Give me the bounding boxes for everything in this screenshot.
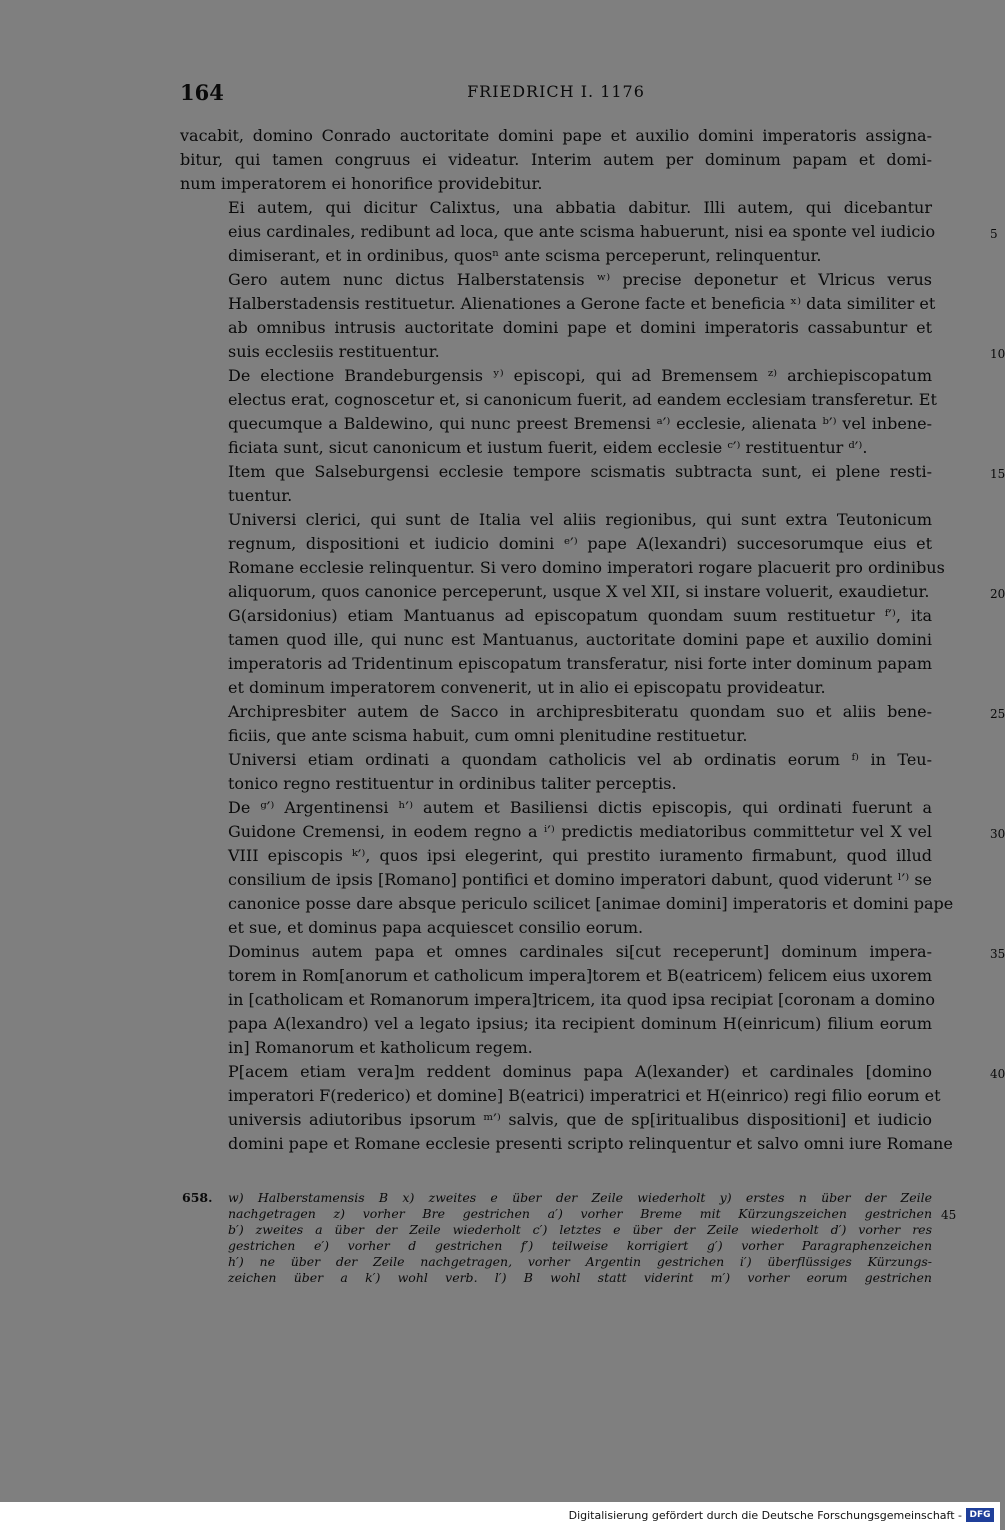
line-number: 5 xyxy=(990,227,998,241)
footnote-text: w) Halberstamensis B x) zweites e über der Zeile wiederholt y) erstes n über der Zeile xyxy=(228,1190,932,1205)
line-text: quecumque a Baldewino, qui nunc preest Bremensi ᵃ′⁾ ecclesie, alienata ᵇ′⁾ vel inbene- xyxy=(228,414,932,433)
footnote-line xyxy=(228,1222,932,1238)
line-text: imperatori F(rederico) et domine] B(eatrici) imperatrici et H(einrico) regi filio eorum et xyxy=(228,1086,941,1105)
text-line xyxy=(180,196,932,220)
text-line xyxy=(180,124,932,148)
footnote-line xyxy=(228,1270,932,1286)
line-text: G(arsidonius) etiam Mantuanus ad episcopatum quondam suum restituetur ᶠ′⁾, ita xyxy=(228,606,932,625)
footnote-text: zeichen über a k′) wohl verb. l′) B wohl statt viderint m′) vorher eorum gestrichen xyxy=(228,1270,932,1285)
footnote-text: nachgetragen z) vorher Bre gestrichen a′) vorher Breme mit Kürzungszeichen gestrichen xyxy=(228,1206,932,1221)
line-text: ficiata sunt, sicut canonicum et iustum fuerit, eidem ecclesie ᶜ′⁾ restituentur ᵈ′⁾. xyxy=(228,438,868,457)
line-text: tamen quod ille, qui nunc est Mantuanus, auctoritate domini pape et auxilio domini xyxy=(228,630,932,649)
text-line xyxy=(180,1060,1005,1084)
line-text: tonico regno restituentur in ordinibus taliter perceptis. xyxy=(228,774,677,793)
footnotes xyxy=(182,1190,957,1286)
paragraph xyxy=(180,748,932,796)
text-line xyxy=(180,868,932,892)
line-text: Archipresbiter autem de Sacco in archipresbiteratu quondam suo et aliis bene- xyxy=(228,702,932,721)
text-line xyxy=(180,340,1005,364)
line-text: consilium de ipsis [Romano] pontifici et domino imperatori dabunt, quod viderunt ˡ′⁾ se xyxy=(228,870,932,889)
text-line xyxy=(180,532,932,556)
text-line xyxy=(180,988,935,1012)
line-text: Universi etiam ordinati a quondam catholicis vel ab ordinatis eorum ᶠ⁾ in Teu- xyxy=(228,750,932,769)
line-text: torem in Rom[anorum et catholicum impera]torem et B(eatricem) felicem eius uxorem xyxy=(228,966,932,985)
funding-notice: Digitalisierung gefördert durch die Deutsche Forschungsgemeinschaft - xyxy=(568,1509,962,1522)
line-text: De ᵍ′⁾ Argentinensi ʰ′⁾ autem et Basiliensi dictis episcopis, qui ordinati fuerunt a xyxy=(228,798,932,817)
paragraph xyxy=(180,268,1005,364)
text-line xyxy=(180,484,932,508)
text-line xyxy=(180,292,936,316)
line-text: papa A(lexandro) vel a legato ipsius; ita recipient dominum H(einricum) filium eorum xyxy=(228,1014,932,1033)
text-line xyxy=(180,964,932,988)
text-line xyxy=(180,652,932,676)
paragraph xyxy=(180,940,1005,1060)
line-text: regnum, dispositioni et iudicio domini ᵉ′⁾ pape A(lexandri) succesorumque eius et xyxy=(228,534,932,553)
text-line xyxy=(180,940,1005,964)
line-text: Universi clerici, qui sunt de Italia vel aliis regionibus, qui sunt extra Teutonicum xyxy=(228,510,932,529)
line-text: Romane ecclesie relinquentur. Si vero domino imperatori rogare placuerit pro ordinibus xyxy=(228,558,945,577)
line-text: in [catholicam et Romanorum impera]tricem, ita quod ipsa recipiat [coronam a domino xyxy=(228,990,935,1009)
line-text: ficiis, que ante scisma habuit, cum omni plenitudine restituetur. xyxy=(228,726,748,745)
text-line xyxy=(180,436,932,460)
text-line xyxy=(180,844,932,868)
dfg-logo: DFG xyxy=(966,1508,994,1522)
text-line xyxy=(180,460,1005,484)
text-line xyxy=(180,820,1005,844)
text-line xyxy=(180,220,998,244)
text-line xyxy=(180,1036,932,1060)
running-head xyxy=(180,80,932,108)
text-line xyxy=(180,628,932,652)
line-text: VIII episcopis ᵏ′⁾, quos ipsi elegerint, qui prestito iuramento firmabunt, quod illud xyxy=(228,846,932,865)
text-line xyxy=(180,700,1005,724)
page-number: 164 xyxy=(180,80,224,105)
line-text: et sue, et dominus papa acquiescet consilio eorum. xyxy=(228,918,644,937)
line-text: eius cardinales, redibunt ad loca, que ante scisma habuerunt, nisi ea sponte vel iudicio xyxy=(228,222,936,241)
paragraph xyxy=(180,700,1005,748)
line-text: Dominus autem papa et omnes cardinales si[cut receperunt] dominum impera- xyxy=(228,942,932,961)
paragraph xyxy=(180,460,1005,508)
text-line xyxy=(180,796,932,820)
footer-bar xyxy=(0,1502,1000,1530)
paragraph xyxy=(180,1060,1005,1156)
line-text: imperatoris ad Tridentinum episcopatum transferatur, nisi forte inter dominum papam xyxy=(228,654,932,673)
text-line xyxy=(180,580,1005,604)
line-text: Gero autem nunc dictus Halberstatensis ʷ⁾ precise deponetur et Vlricus verus xyxy=(228,270,932,289)
line-text: canonice posse dare absque periculo scilicet [animae domini] imperatoris et domini pape xyxy=(228,894,954,913)
line-text: aliquorum, quos canonice perceperunt, usque X vel XII, si instare voluerit, exaudietur. xyxy=(228,582,930,601)
line-text: et dominum imperatorem convenerit, ut in alio ei episcopatu provideatur. xyxy=(228,678,826,697)
line-text: in] Romanorum et katholicum regem. xyxy=(228,1038,533,1057)
line-text: Guidone Cremensi, in eodem regno a ⁱ′⁾ predictis mediatoribus committetur vel X vel xyxy=(228,822,932,841)
main-text xyxy=(180,124,1005,1156)
text-line xyxy=(180,268,932,292)
paragraph xyxy=(180,508,1005,604)
text-line xyxy=(180,604,932,628)
text-line xyxy=(180,412,932,436)
paragraph xyxy=(180,196,998,268)
paragraph xyxy=(180,796,1005,940)
line-text: De electione Brandeburgensis ʸ⁾ episcopi, qui ad Bremensem ᶻ⁾ archiepiscopatum xyxy=(228,366,932,385)
text-line xyxy=(180,244,932,268)
footnote-text: b′) zweites a über der Zeile wiederholt c′) letztes e über der Zeile wiederholt d′) vorher res xyxy=(228,1222,932,1237)
line-number: 35 xyxy=(990,947,1005,961)
line-number: 10 xyxy=(990,347,1005,361)
paragraph xyxy=(180,604,932,700)
text-line xyxy=(180,172,932,196)
line-number: 45 xyxy=(941,1208,957,1222)
text-line xyxy=(180,1108,932,1132)
text-line xyxy=(180,1012,932,1036)
footnote-text: gestrichen e′) vorher d gestrichen f′) teilweise korrigiert g′) vorher Paragraphenzeichen xyxy=(228,1238,932,1253)
line-text: tuentur. xyxy=(228,486,293,505)
paragraph xyxy=(180,364,937,460)
text-line xyxy=(180,1132,953,1156)
text-line xyxy=(180,148,932,172)
line-text: electus erat, cognoscetur et, si canonicum fuerit, ad eandem ecclesiam transferetur. Et xyxy=(228,390,937,409)
text-line xyxy=(180,892,954,916)
footnote-line xyxy=(228,1190,932,1206)
text-line xyxy=(180,316,932,340)
line-text: Halberstadensis restituetur. Alienationes a Gerone facte et beneficia ˣ⁾ data similiter et xyxy=(228,294,936,313)
text-line xyxy=(180,772,932,796)
text-line xyxy=(180,364,932,388)
line-text: dimiserant, et in ordinibus, quosⁿ ante scisma perceperunt, relinquentur. xyxy=(228,246,822,265)
line-number: 25 xyxy=(990,707,1005,721)
line-text: domini pape et Romane ecclesie presenti scripto relinquentur et salvo omni iure Romane xyxy=(228,1134,953,1153)
line-text: suis ecclesiis restituentur. xyxy=(228,342,440,361)
line-number: 30 xyxy=(990,827,1005,841)
line-text: bitur, qui tamen congruus ei videatur. Interim autem per dominum papam et domi- xyxy=(180,150,932,169)
line-text: Item que Salseburgensi ecclesie tempore scismatis subtracta sunt, ei plene resti- xyxy=(228,462,932,481)
text-line xyxy=(180,676,932,700)
line-text: universis adiutoribus ipsorum ᵐ′⁾ salvis, que de sp[iritualibus dispositioni] et iudicio xyxy=(228,1110,932,1129)
text-line xyxy=(180,1084,941,1108)
footnote-line xyxy=(228,1254,932,1270)
line-text: ab omnibus intrusis auctoritate domini pape et domini imperatoris cassabuntur et xyxy=(228,318,932,337)
footnote-line xyxy=(228,1238,932,1254)
running-title: FRIEDRICH I. 1176 xyxy=(467,82,645,101)
line-number: 40 xyxy=(990,1067,1005,1081)
text-line xyxy=(180,556,945,580)
line-text: num imperatorem ei honorifice providebitur. xyxy=(180,174,543,193)
line-number: 20 xyxy=(990,587,1005,601)
text-line xyxy=(180,724,932,748)
line-number: 15 xyxy=(990,467,1005,481)
footnote-line xyxy=(228,1206,957,1222)
document-number: 658. xyxy=(182,1190,213,1205)
line-text: vacabit, domino Conrado auctoritate domini pape et auxilio domini imperatoris assigna- xyxy=(180,126,932,145)
text-line xyxy=(180,508,932,532)
line-text: P[acem etiam vera]m reddent dominus papa A(lexander) et cardinales [domino xyxy=(228,1062,932,1081)
line-text: Ei autem, qui dicitur Calixtus, una abbatia dabitur. Illi autem, qui dicebantur xyxy=(228,198,932,217)
text-line xyxy=(180,388,937,412)
text-line xyxy=(180,748,932,772)
paragraph xyxy=(180,124,932,196)
text-line xyxy=(180,916,932,940)
footnote-text: h′) ne über der Zeile nachgetragen, vorher Argentin gestrichen i′) überflüssiges Kürzungs- xyxy=(228,1254,932,1269)
